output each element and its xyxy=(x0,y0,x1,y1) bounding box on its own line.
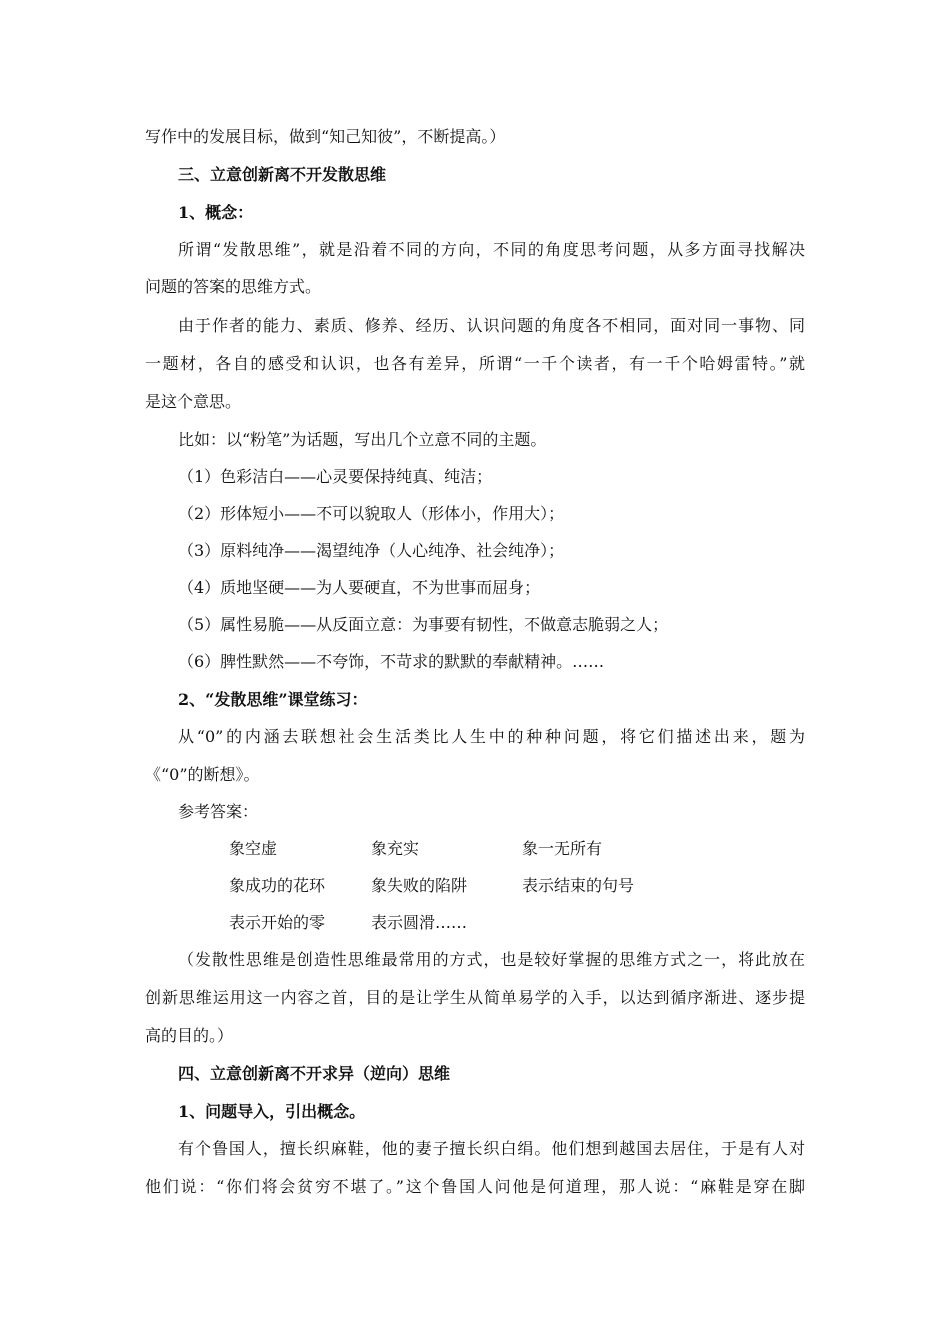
paragraph-line: 《“0”的断想》。 xyxy=(145,765,260,784)
answer-item: 表示开始的零 xyxy=(229,913,326,932)
section-heading-4: 四、立意创新离不开求异（逆向）思维 xyxy=(178,1064,451,1083)
answer-item: 表示圆滑…… xyxy=(371,913,468,932)
section-heading-3: 三、立意创新离不开发散思维 xyxy=(178,165,387,184)
paragraph-line: 高的目的。） xyxy=(145,1026,234,1045)
paragraph-line: 比如：以“粉笔”为话题，写出几个立意不同的主题。 xyxy=(178,430,547,449)
paragraph-line: 有个鲁国人，擅长织麻鞋，他的妻子擅长织白绢。他们想到越国去居住，于是有人对 xyxy=(178,1139,805,1158)
paragraph-line: 问题的答案的思维方式。 xyxy=(145,277,322,296)
answer-item: 象充实 xyxy=(371,839,420,858)
answer-item: 表示结束的句号 xyxy=(522,876,635,895)
answer-item: 象空虚 xyxy=(229,839,278,858)
subheading-intro: 1、问题导入，引出概念。 xyxy=(178,1102,366,1121)
paragraph-line: 由于作者的能力、素质、修养、经历、认识问题的角度各不相同，面对同一事物、同 xyxy=(178,316,805,335)
answer-item: 象失败的陷阱 xyxy=(371,876,468,895)
list-item: （2）形体短小——不可以貌取人（形体小，作用大）； xyxy=(178,504,565,523)
paragraph-line: 是这个意思。 xyxy=(145,392,242,411)
answer-item: 象成功的花环 xyxy=(229,876,326,895)
paragraph-line: 创新思维运用这一内容之首，目的是让学生从简单易学的入手，以达到循序渐进、逐步提 xyxy=(145,988,805,1007)
list-item: （6）脾性默然——不夸饰，不苛求的默默的奉献精神。…… xyxy=(178,652,605,671)
paragraph-line: 从“0”的内涵去联想社会生活类比人生中的种种问题，将它们描述出来，题为 xyxy=(178,727,805,746)
answer-item: 象一无所有 xyxy=(522,839,603,858)
paragraph-line: 一题材，各自的感受和认识，也各有差异，所谓“一千个读者，有一千个哈姆雷特。”就 xyxy=(145,354,805,373)
subheading-exercise: 2、“发散思维”课堂练习： xyxy=(178,690,368,709)
reference-answer-label: 参考答案： xyxy=(178,802,259,821)
list-item: （4）质地坚硬——为人要硬直，不为世事而屈身； xyxy=(178,578,541,597)
paragraph-line: 所谓“发散思维”，就是沿着不同的方向，不同的角度思考问题，从多方面寻找解决 xyxy=(178,240,805,259)
list-item: （3）原料纯净——渴望纯净（人心纯净、社会纯净）； xyxy=(178,541,565,560)
paragraph-line: 他们说：“你们将会贫穷不堪了。”这个鲁国人问他是何道理，那人说：“麻鞋是穿在脚 xyxy=(145,1177,805,1196)
list-item: （5）属性易脆——从反面立意：为事要有韧性，不做意志脆弱之人； xyxy=(178,615,669,634)
text-line: 写作中的发展目标，做到“知己知彼”，不断提高。） xyxy=(145,127,506,146)
list-item: （1）色彩洁白——心灵要保持纯真、纯洁； xyxy=(178,467,493,486)
paragraph-line: （发散性思维是创造性思维最常用的方式，也是较好掌握的思维方式之一，将此放在 xyxy=(178,950,805,969)
subheading-concept: 1、概念： xyxy=(178,203,254,222)
